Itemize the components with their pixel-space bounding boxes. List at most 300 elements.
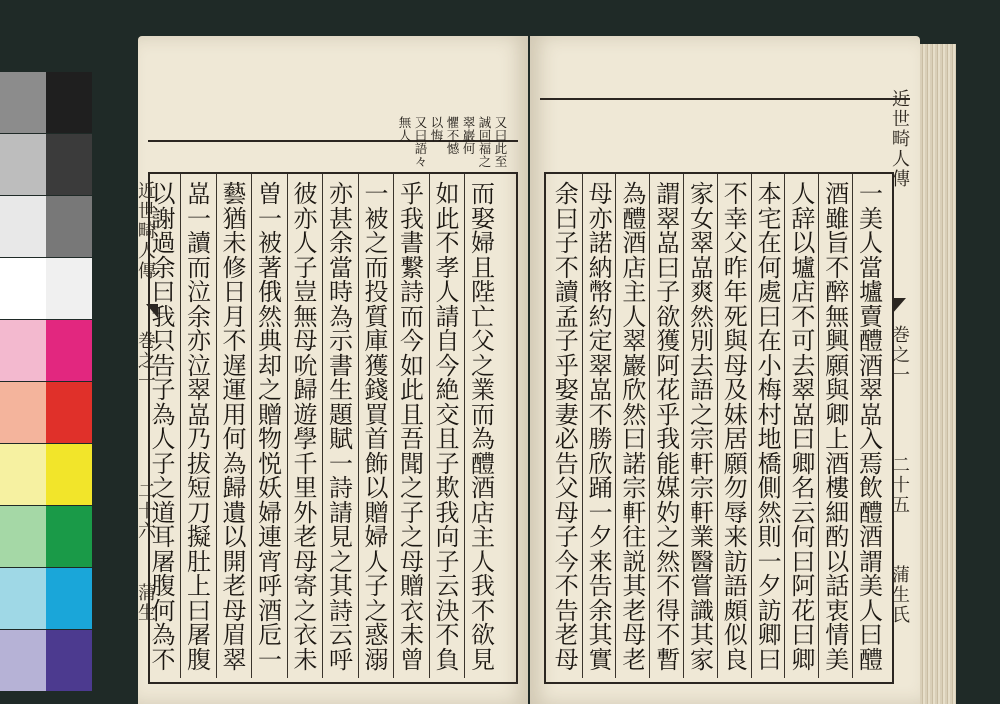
text-character: 不	[791, 302, 816, 331]
text-character: 我	[400, 204, 424, 233]
text-character: 母	[222, 596, 247, 625]
text-character: 人	[151, 425, 176, 454]
text-character: 老	[622, 645, 647, 674]
text-character: 向	[435, 523, 460, 552]
text-character: 酒	[258, 596, 282, 625]
left-page-text-column	[399, 182, 425, 672]
text-character: 醴	[471, 449, 495, 478]
text-character: 何	[222, 425, 247, 454]
text-character: 肚	[187, 547, 211, 576]
text-character: 連	[258, 523, 282, 552]
text-character: 眉	[222, 621, 247, 650]
text-character: 旨	[825, 229, 850, 258]
text-character: 短	[187, 474, 211, 503]
head-note	[478, 116, 492, 168]
text-character: 女	[690, 204, 714, 233]
text-character: 及	[723, 376, 748, 405]
text-character: 不	[656, 621, 681, 650]
column-rule	[683, 174, 684, 678]
text-character: 泣	[187, 278, 211, 307]
text-character: 亦	[187, 327, 211, 356]
text-character: 翠	[791, 376, 816, 405]
color-swatch	[46, 506, 92, 567]
text-character: 其	[690, 621, 714, 650]
text-character: 主	[471, 523, 495, 552]
text-character: 細	[825, 498, 850, 527]
text-character: 一	[258, 645, 282, 674]
text-character: 踊	[588, 474, 613, 503]
text-character: 子	[435, 449, 460, 478]
text-character: 一	[588, 498, 613, 527]
text-character: 不	[435, 621, 460, 650]
text-character: 人	[622, 302, 647, 331]
left-page-text-column	[186, 182, 212, 672]
text-character: 語	[690, 376, 714, 405]
text-character: 酒	[825, 180, 850, 208]
text-character: 在	[757, 327, 782, 356]
text-character: 嵓	[859, 400, 883, 429]
text-character: 飲	[859, 474, 883, 503]
text-character: 千	[293, 449, 318, 478]
text-character: 亦	[588, 204, 613, 233]
text-character: 之	[258, 376, 282, 405]
text-character: 翠	[690, 229, 714, 258]
note-character: 人	[398, 128, 412, 143]
color-swatch	[0, 382, 46, 443]
side-label-character: 傳	[892, 169, 910, 190]
text-character: 則	[757, 523, 782, 552]
text-character: 與	[825, 376, 850, 405]
text-character: 而	[364, 253, 389, 282]
text-character: 俄	[258, 278, 282, 307]
text-character: 美	[825, 645, 850, 674]
text-character: 卿	[791, 645, 816, 674]
side-label-character: 巻	[138, 331, 156, 352]
right-side-label-page	[892, 456, 914, 516]
text-character: 花	[656, 376, 681, 405]
text-character: 之	[400, 474, 424, 503]
text-character: 興	[825, 327, 850, 356]
text-character: 勿	[723, 474, 748, 503]
text-character: 詩	[400, 278, 424, 307]
text-character: 我	[471, 572, 495, 601]
text-character: 猶	[222, 204, 247, 233]
color-swatch	[0, 444, 46, 505]
text-character: 来	[588, 547, 613, 576]
text-character: 軒	[690, 498, 714, 527]
right-page-text-column	[588, 182, 614, 672]
text-character: 云	[791, 498, 816, 527]
text-character: 母	[400, 547, 424, 576]
text-character: 告	[588, 572, 613, 601]
right-page-text-column	[790, 182, 816, 672]
text-character: 宗	[690, 425, 714, 454]
head-note	[430, 116, 444, 142]
text-character: 酒	[859, 523, 883, 552]
text-character: 醴	[859, 498, 883, 527]
color-swatch	[0, 196, 46, 257]
color-swatch	[0, 72, 46, 133]
text-character: 軒	[690, 449, 714, 478]
text-character: 余	[151, 253, 176, 282]
left-side-label-top	[138, 182, 158, 282]
right-page	[530, 36, 920, 704]
text-character: 壚	[791, 253, 816, 282]
column-rule	[615, 174, 616, 678]
text-character: 一	[859, 180, 883, 208]
text-character: 修	[222, 253, 247, 282]
side-label-character: 二	[138, 481, 156, 502]
text-character: 酒	[859, 351, 883, 380]
text-character: 娶	[471, 204, 495, 233]
side-label-character: 二	[892, 455, 910, 476]
text-character: 勝	[588, 425, 613, 454]
text-character: 老	[554, 621, 579, 650]
text-character: 橋	[757, 449, 782, 478]
text-character: 獲	[656, 327, 681, 356]
text-character: 醉	[825, 278, 850, 307]
text-character: 為	[151, 400, 176, 429]
text-character: 語	[723, 572, 748, 601]
column-rule	[216, 174, 217, 678]
text-character: 贈	[258, 400, 282, 429]
text-character: 何	[791, 523, 816, 552]
right-side-label-top	[892, 90, 914, 190]
text-character: 頗	[723, 596, 748, 625]
text-character: 一	[187, 204, 211, 233]
side-label-character: 近	[138, 181, 156, 202]
text-character: 宅	[757, 204, 782, 233]
side-label-character: 蒲	[138, 583, 156, 604]
text-character: 時	[329, 278, 353, 307]
text-character: 人	[791, 180, 816, 208]
text-character: 乎	[554, 351, 579, 380]
text-character: 書	[329, 351, 353, 380]
text-character: 謝	[151, 204, 176, 233]
text-character: 衣	[400, 596, 424, 625]
text-character: 翠	[222, 645, 247, 674]
text-character: 辱	[723, 498, 748, 527]
text-character: 然	[656, 547, 681, 576]
left-page	[138, 36, 528, 704]
text-character: 人	[293, 229, 318, 258]
right-page-text-column	[757, 182, 783, 672]
text-character: 刀	[187, 498, 211, 527]
text-character: 交	[435, 400, 460, 429]
text-character: 訪	[723, 547, 748, 576]
left-page-text-column	[222, 182, 248, 672]
text-character: 請	[329, 498, 353, 527]
side-label-character: 一	[892, 365, 910, 386]
text-character: 無	[293, 302, 318, 331]
note-character: 之	[478, 154, 492, 169]
text-character: 卿	[825, 400, 850, 429]
text-character: 酒	[471, 474, 495, 503]
text-character: 溺	[364, 645, 389, 674]
right-page-text-column	[689, 182, 715, 672]
text-character: 月	[222, 302, 247, 331]
text-character: 媒	[656, 474, 681, 503]
text-character: 詩	[329, 474, 353, 503]
column-rule	[429, 174, 430, 678]
text-character: 花	[791, 596, 816, 625]
text-character: 諾	[588, 229, 613, 258]
color-swatch	[46, 444, 92, 505]
text-character: 酒	[825, 449, 850, 478]
text-character: 子	[400, 498, 424, 527]
text-character: 老	[622, 596, 647, 625]
text-character: 暫	[656, 645, 681, 674]
text-character: 曰	[757, 302, 782, 331]
color-swatch	[0, 320, 46, 381]
text-character: 子	[293, 253, 318, 282]
text-character: 悦	[258, 449, 282, 478]
text-character: 實	[588, 645, 613, 674]
text-character: 云	[435, 572, 460, 601]
text-character: 亡	[471, 302, 495, 331]
color-swatch	[46, 568, 92, 629]
left-side-label-page	[138, 482, 158, 542]
text-character: 卮	[258, 621, 282, 650]
text-character: 店	[791, 278, 816, 307]
text-character: 孟	[554, 302, 579, 331]
left-page-text-column	[364, 182, 390, 672]
text-character: 余	[329, 229, 353, 258]
text-character: 余	[588, 596, 613, 625]
text-character: 定	[588, 327, 613, 356]
text-character: 宗	[622, 474, 647, 503]
text-character: 母	[554, 498, 579, 527]
text-character: 如	[435, 180, 460, 208]
text-character: 嵓	[187, 400, 211, 429]
text-character: 欣	[588, 449, 613, 478]
text-character: 嵓	[187, 180, 211, 208]
right-page-text-column	[824, 182, 850, 672]
column-rule	[180, 174, 181, 678]
text-character: 不	[554, 572, 579, 601]
text-character: 夕	[757, 572, 782, 601]
text-character: 不	[222, 327, 247, 356]
text-character: 豈	[293, 278, 318, 307]
text-character: 嘗	[690, 572, 714, 601]
text-character: 小	[757, 351, 782, 380]
text-character: 醴	[622, 204, 647, 233]
text-character: 人	[859, 596, 883, 625]
text-character: 耳	[151, 523, 176, 552]
text-character: 側	[757, 474, 782, 503]
text-character: 卿	[757, 621, 782, 650]
text-character: 當	[329, 253, 353, 282]
text-character: 不	[588, 400, 613, 429]
text-character: 賦	[329, 425, 353, 454]
side-label-character: 生	[138, 603, 156, 624]
column-rule	[784, 174, 785, 678]
text-character: 之	[400, 523, 424, 552]
text-character: 来	[723, 523, 748, 552]
note-character: 回	[478, 128, 492, 143]
text-character: 腹	[187, 645, 211, 674]
text-character: 母	[622, 621, 647, 650]
text-character: 雖	[825, 204, 850, 233]
text-character: 外	[293, 498, 318, 527]
text-character: 翠	[588, 351, 613, 380]
text-character: 孝	[435, 253, 460, 282]
text-character: 飾	[364, 449, 389, 478]
text-character: 遅	[222, 351, 247, 380]
right-page-text-column	[723, 182, 749, 672]
text-character: 嵓	[791, 400, 816, 429]
text-character: 然	[258, 302, 282, 331]
color-swatch	[0, 134, 46, 195]
text-character: 年	[723, 278, 748, 307]
text-character: 以	[364, 474, 389, 503]
note-character: 至	[494, 154, 508, 169]
text-character: 一	[757, 547, 782, 576]
text-character: 決	[435, 596, 460, 625]
column-rule	[251, 174, 252, 678]
text-character: 被	[258, 229, 282, 258]
text-character: 為	[151, 621, 176, 650]
text-character: 且	[471, 253, 495, 282]
column-rule	[358, 174, 359, 678]
text-character: 翠	[656, 204, 681, 233]
text-character: 首	[364, 425, 389, 454]
text-character: 妻	[554, 400, 579, 429]
text-character: 子	[554, 327, 579, 356]
side-label-character: 世	[138, 201, 156, 222]
text-character: 不	[656, 572, 681, 601]
text-character: 梅	[757, 376, 782, 405]
note-character: 曰	[414, 128, 428, 143]
text-character: 曰	[151, 278, 176, 307]
text-character: 之	[364, 596, 389, 625]
head-note	[446, 116, 460, 155]
text-character: 屠	[151, 547, 176, 576]
text-character: 酌	[825, 523, 850, 552]
text-character: 翠	[859, 376, 883, 405]
text-character: 母	[588, 180, 613, 208]
text-character: 運	[222, 376, 247, 405]
text-character: 人	[471, 547, 495, 576]
text-character: 曰	[656, 253, 681, 282]
text-character: 被	[364, 204, 389, 233]
text-character: 村	[757, 400, 782, 429]
text-character: 乎	[656, 400, 681, 429]
text-character: 負	[435, 645, 460, 674]
color-swatch	[46, 258, 92, 319]
text-character: 老	[222, 572, 247, 601]
text-character: 亦	[329, 180, 353, 208]
text-character: 宗	[690, 474, 714, 503]
text-character: 幣	[588, 278, 613, 307]
text-character: 甚	[329, 204, 353, 233]
column-rule	[649, 174, 650, 678]
text-character: 宵	[258, 547, 282, 576]
text-character: 示	[329, 327, 353, 356]
color-swatch	[46, 630, 92, 691]
text-character: 泣	[187, 351, 211, 380]
text-character: 辞	[791, 204, 816, 233]
text-character: 彼	[293, 180, 318, 208]
text-character: 而	[400, 302, 424, 331]
text-character: 未	[222, 229, 247, 258]
text-character: 壚	[859, 278, 883, 307]
text-character: 告	[554, 596, 579, 625]
note-character: 此	[494, 141, 508, 156]
text-character: 過	[151, 229, 176, 258]
text-character: 昨	[723, 253, 748, 282]
text-character: 入	[859, 425, 883, 454]
text-character: 腹	[151, 572, 176, 601]
text-character: 名	[791, 474, 816, 503]
color-swatch	[0, 258, 46, 319]
text-character: 曰	[187, 596, 211, 625]
text-character: 去	[791, 351, 816, 380]
text-character: 歸	[222, 474, 247, 503]
text-character: 娶	[554, 376, 579, 405]
left-side-label-bottom	[138, 584, 158, 624]
text-character: 説	[622, 547, 647, 576]
text-character: 曾	[400, 645, 424, 674]
text-character: 情	[825, 621, 850, 650]
text-character: 投	[364, 278, 389, 307]
text-character: 必	[554, 425, 579, 454]
left-page-text-column	[328, 182, 354, 672]
text-character: 美	[859, 204, 883, 233]
text-character: 一	[258, 204, 282, 233]
head-note	[462, 116, 476, 155]
text-character: 子	[435, 547, 460, 576]
text-character: 擬	[187, 523, 211, 552]
text-character: 道	[151, 498, 176, 527]
column-rule	[322, 174, 323, 678]
side-label-character: 蒲	[892, 565, 910, 586]
text-character: 何	[151, 596, 176, 625]
right-page-text-column	[858, 182, 884, 672]
right-side-label-bottom	[892, 566, 914, 626]
text-character: 其	[588, 621, 613, 650]
text-character: 翠	[622, 327, 647, 356]
text-character: 家	[690, 180, 714, 208]
left-page-text-column	[470, 182, 496, 672]
text-character: 余	[187, 302, 211, 331]
note-character: 何	[462, 141, 476, 156]
text-character: 父	[554, 474, 579, 503]
text-character: 與	[723, 327, 748, 356]
text-character: 業	[471, 376, 495, 405]
note-character: 無	[398, 115, 412, 130]
text-character: 阿	[656, 351, 681, 380]
text-character: 此	[435, 204, 460, 233]
text-character: 以	[791, 229, 816, 258]
text-character: 嵓	[656, 229, 681, 258]
text-character: 醴	[859, 645, 883, 674]
right-header-line	[540, 98, 910, 100]
text-character: 讀	[187, 229, 211, 258]
text-character: 其	[329, 572, 353, 601]
color-swatch	[46, 134, 92, 195]
text-character: 母	[723, 351, 748, 380]
text-character: 而	[471, 400, 495, 429]
side-label-character: 傳	[138, 261, 156, 282]
text-character: 別	[690, 327, 714, 356]
text-character: 之	[293, 596, 318, 625]
text-character: 酒	[622, 229, 647, 258]
text-character: 店	[622, 253, 647, 282]
text-character: 典	[258, 327, 282, 356]
text-character: 云	[329, 621, 353, 650]
text-character: 爽	[690, 278, 714, 307]
